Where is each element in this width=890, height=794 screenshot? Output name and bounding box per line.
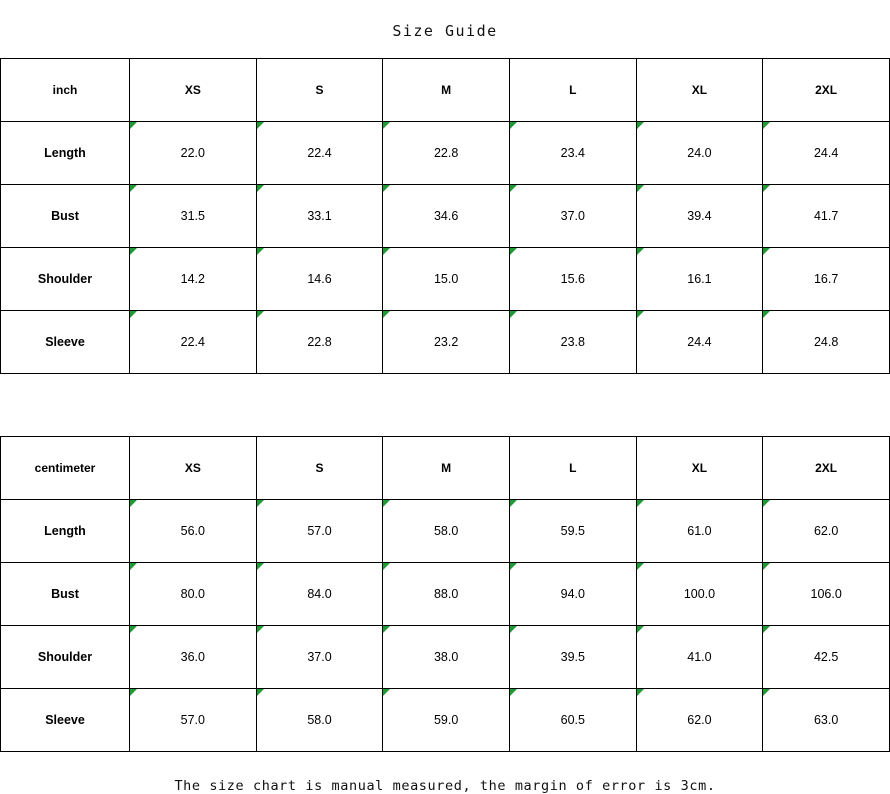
size-table-inch [0,58,890,374]
column-header-xs: XS [130,437,257,500]
cell-bust-s: 33.1 [256,185,383,248]
unit-label-inch: inch [1,59,130,122]
cell-length-xl: 24.0 [636,122,763,185]
unit-label-centimeter: centimeter [1,437,130,500]
cell-sleeve-s: 22.8 [256,311,383,374]
cell-bust-l: 94.0 [509,563,636,626]
cell-shoulder-xl: 41.0 [636,626,763,689]
table-header-row [1,59,890,122]
cell-shoulder-2xl: 16.7 [763,248,890,311]
cell-sleeve-m: 59.0 [383,689,510,752]
cell-bust-xs: 80.0 [130,563,257,626]
cell-shoulder-2xl: 42.5 [763,626,890,689]
column-header-xl: XL [636,59,763,122]
table-row [1,248,890,311]
row-label-sleeve: Sleeve [1,311,130,374]
cell-sleeve-2xl: 24.8 [763,311,890,374]
table-header-row [1,437,890,500]
cell-length-m: 58.0 [383,500,510,563]
table-row [1,500,890,563]
cell-shoulder-l: 39.5 [509,626,636,689]
table-row [1,122,890,185]
column-header-2xl: 2XL [763,59,890,122]
cell-length-l: 23.4 [509,122,636,185]
cell-sleeve-l: 60.5 [509,689,636,752]
cell-shoulder-l: 15.6 [509,248,636,311]
cell-bust-m: 88.0 [383,563,510,626]
cell-bust-l: 37.0 [509,185,636,248]
cell-length-2xl: 62.0 [763,500,890,563]
row-label-bust: Bust [1,185,130,248]
cell-sleeve-xs: 22.4 [130,311,257,374]
cell-sleeve-s: 58.0 [256,689,383,752]
cell-bust-xs: 31.5 [130,185,257,248]
cell-length-m: 22.8 [383,122,510,185]
column-header-xl: XL [636,437,763,500]
cell-length-s: 22.4 [256,122,383,185]
measurement-disclaimer: The size chart is manual measured, the margin of error is 3cm. [174,778,716,794]
cell-bust-xl: 39.4 [636,185,763,248]
cell-length-xs: 22.0 [130,122,257,185]
cell-length-2xl: 24.4 [763,122,890,185]
column-header-s: S [256,437,383,500]
column-header-l: L [509,437,636,500]
table-row [1,311,890,374]
cell-bust-2xl: 41.7 [763,185,890,248]
table-row [1,563,890,626]
cell-length-l: 59.5 [509,500,636,563]
cell-shoulder-xl: 16.1 [636,248,763,311]
column-header-m: M [383,437,510,500]
table-row [1,185,890,248]
row-label-length: Length [1,500,130,563]
table-row [1,626,890,689]
cell-shoulder-xs: 14.2 [130,248,257,311]
cell-shoulder-s: 14.6 [256,248,383,311]
cell-length-xl: 61.0 [636,500,763,563]
column-header-m: M [383,59,510,122]
row-label-shoulder: Shoulder [1,626,130,689]
cell-shoulder-m: 15.0 [383,248,510,311]
page-title: Size Guide [392,22,498,40]
row-label-length: Length [1,122,130,185]
column-header-2xl: 2XL [763,437,890,500]
table-row [1,689,890,752]
size-table-centimeter [0,436,890,752]
cell-shoulder-s: 37.0 [256,626,383,689]
cell-shoulder-xs: 36.0 [130,626,257,689]
column-header-l: L [509,59,636,122]
cell-sleeve-m: 23.2 [383,311,510,374]
cell-bust-s: 84.0 [256,563,383,626]
cell-shoulder-m: 38.0 [383,626,510,689]
column-header-s: S [256,59,383,122]
row-label-shoulder: Shoulder [1,248,130,311]
table-separator [0,374,890,436]
column-header-xs: XS [130,59,257,122]
cell-bust-m: 34.6 [383,185,510,248]
cell-sleeve-2xl: 63.0 [763,689,890,752]
cell-sleeve-l: 23.8 [509,311,636,374]
cell-sleeve-xl: 24.4 [636,311,763,374]
cell-bust-xl: 100.0 [636,563,763,626]
cell-length-s: 57.0 [256,500,383,563]
cell-bust-2xl: 106.0 [763,563,890,626]
cell-sleeve-xl: 62.0 [636,689,763,752]
cell-length-xs: 56.0 [130,500,257,563]
cell-sleeve-xs: 57.0 [130,689,257,752]
row-label-bust: Bust [1,563,130,626]
row-label-sleeve: Sleeve [1,689,130,752]
